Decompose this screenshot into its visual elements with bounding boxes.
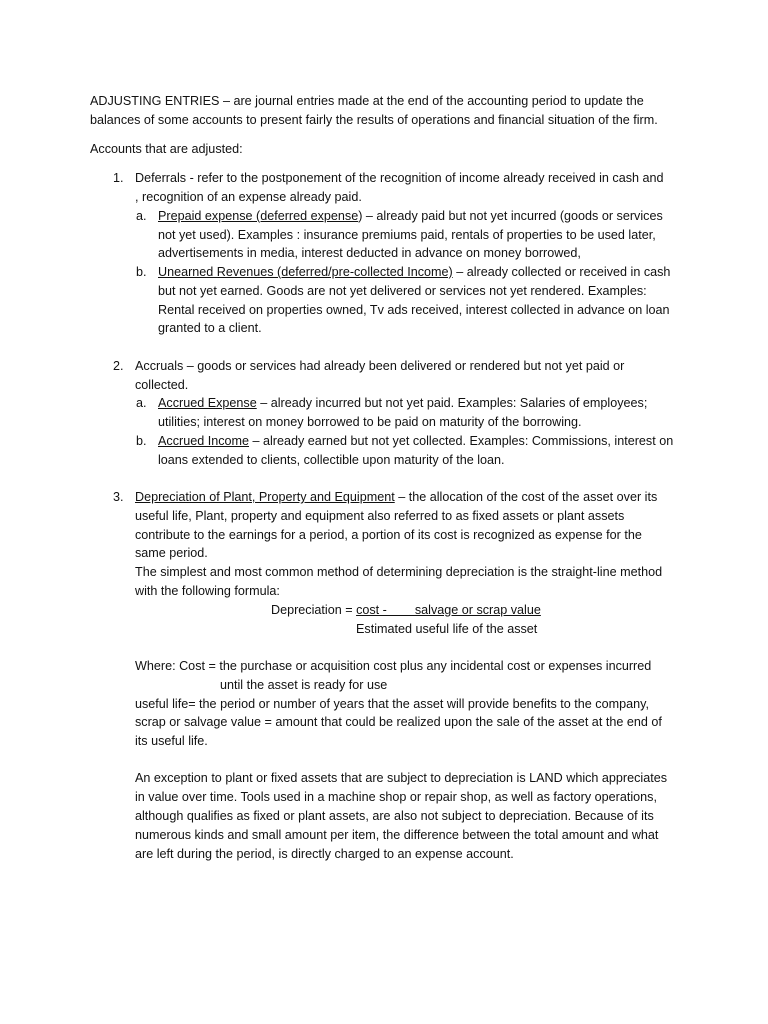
- formula-numerator: cost - salvage or scrap value: [356, 603, 541, 617]
- item-1b-line-1: [158, 265, 670, 280]
- item-2b-line-1-rest: – already earned but not yet collected. Examples: Commissions, interest on: [249, 434, 674, 448]
- item-2-line-1: Accruals – goods or services had already been delivered or rendered but not yet paid or: [135, 359, 625, 373]
- item-2a-marker: a.: [136, 396, 147, 410]
- item-3-line-5: The simplest and most common method of determining depreciation is the straight-line method: [135, 565, 663, 579]
- accounts-heading: Accounts that are adjusted:: [90, 142, 243, 156]
- item-3-line-4: same period.: [135, 546, 208, 560]
- exception-line-3: although qualifies as fixed or plant assets, are also not subject to depreciation. Because of its: [135, 809, 654, 823]
- intro-line-1: ADJUSTING ENTRIES – are journal entries made at the end of the accounting period to update the: [90, 94, 644, 108]
- where-line-1: Where: Cost = the purchase or acquisition cost plus any incidental cost or expenses incurred: [135, 659, 652, 673]
- item-2a-line-2: utilities; interest on money borrowed to be paid on maturity of the borrowing.: [158, 415, 582, 429]
- item-1a-line-2: not yet used). Examples : insurance premiums paid, rentals of properties to be used later,: [158, 228, 656, 242]
- item-2a-line-1: [158, 396, 647, 411]
- item-2a-line-1-rest: – already incurred but not yet paid. Examples: Salaries of employees;: [256, 396, 648, 410]
- item-1b-line-4: granted to a client.: [158, 321, 262, 335]
- item-2b-line-1: [158, 434, 673, 449]
- item-3-line-1: [135, 490, 657, 505]
- formula-label: Depreciation =: [271, 603, 357, 617]
- item-3-line-3: contribute to the earnings for a period, a portion of its cost is recognized as expense for the: [135, 528, 642, 542]
- accrued-expense-term: Accrued Expense: [158, 396, 257, 410]
- item-1b-line-3: Rental received on properties owned, Tv ads received, interest collected in advance on loan: [158, 303, 670, 317]
- item-1a-marker: a.: [136, 209, 147, 223]
- item-1b-line-1-rest: – already collected or received in cash: [452, 265, 671, 279]
- item-3-number: 3.: [113, 490, 124, 504]
- depreciation-formula: [271, 603, 541, 618]
- exception-line-5: are left during the period, is directly charged to an expense account.: [135, 847, 514, 861]
- item-3-line-2: useful life, Plant, property and equipment also referred to as fixed assets or plant assets: [135, 509, 625, 523]
- exception-line-2: in value over time. Tools used in a machine shop or repair shop, as well as factory operations,: [135, 790, 657, 804]
- item-2-number: 2.: [113, 359, 124, 373]
- formula-denominator: Estimated useful life of the asset: [356, 622, 538, 636]
- item-3-line-1-rest: – the allocation of the cost of the asset over its: [394, 490, 658, 504]
- item-1a-line-1-rest: ) – already paid but not yet incurred (goods or services: [358, 209, 663, 223]
- item-3-line-6: with the following formula:: [135, 584, 280, 598]
- item-2b-line-2: loans extended to clients, collectible upon maturity of the loan.: [158, 453, 505, 467]
- intro-line-2: balances of some accounts to present fairly the results of operations and financial situation of the firm.: [90, 113, 658, 127]
- item-1a-line-3: advertisements in media, interest deducted in advance on money borrowed,: [158, 246, 581, 260]
- item-1b-marker: b.: [136, 265, 147, 279]
- item-1-line-1: Deferrals - refer to the postponement of the recognition of income already received in cash and: [135, 171, 664, 185]
- where-line-2: until the asset is ready for use: [220, 678, 388, 692]
- depreciation-term: Depreciation of Plant, Property and Equipment: [135, 490, 395, 504]
- unearned-revenues-term: Unearned Revenues (deferred/pre-collected Income): [158, 265, 453, 279]
- where-line-5: its useful life.: [135, 734, 208, 748]
- accrued-income-term: Accrued Income: [158, 434, 249, 448]
- exception-line-1: An exception to plant or fixed assets that are subject to depreciation is LAND which appreciates: [135, 771, 668, 785]
- item-2-line-2: collected.: [135, 378, 189, 392]
- item-1b-line-2: but not yet earned. Goods are not yet delivered or services not yet rendered. Examples:: [158, 284, 647, 298]
- where-line-3: useful life= the period or number of years that the asset will provide benefits to the company,: [135, 697, 649, 711]
- exception-line-4: numerous kinds and small amount per item, the difference between the total amount and what: [135, 828, 659, 842]
- item-2b-marker: b.: [136, 434, 147, 448]
- item-1-number: 1.: [113, 171, 124, 185]
- prepaid-expense-term: Prepaid expense (deferred expense: [158, 209, 359, 223]
- where-line-4: scrap or salvage value = amount that could be realized upon the sale of the asset at the end of: [135, 715, 662, 729]
- item-1-line-2: , recognition of an expense already paid.: [135, 190, 362, 204]
- item-1a-line-1: [158, 209, 663, 224]
